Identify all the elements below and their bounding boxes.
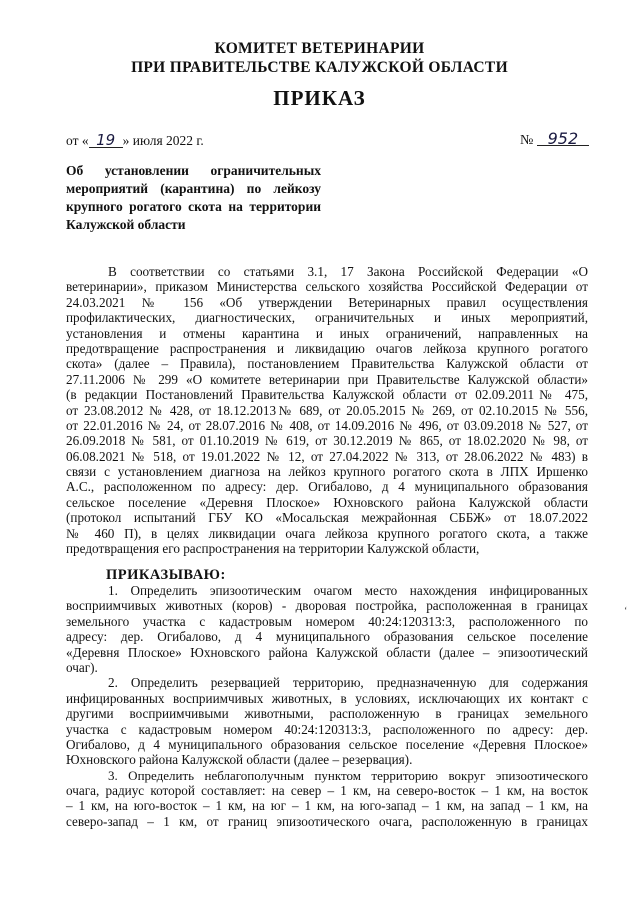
item-line: другими восприимчивыми животными, расположенную в границах земельного [66,706,588,722]
item-line: северо-запад – 1 км, от границ эпизоотического очага, расположенную в границах [66,813,588,829]
preamble-line: связи с установлением диагноза на лейкоз крупного рогатого скота в ЛПХ Иршенко [66,464,588,480]
item-line: земельного участка с кадастровым номером 40:24:120313:3, расположенного по [66,613,588,629]
order-directive-heading: ПРИКАЗЫВАЮ: [106,567,226,583]
preamble-line: от 22.01.2016 № 24, от 28.07.2016 № 408, от 14.09.2016 № 496, от 03.09.2018 № 527, от [66,417,588,433]
preamble-line: предотвращение распространения и ликвидацию очагов лейкоза крупного рогатого [66,340,588,356]
order-subject [66,162,321,234]
item-line: 1. Определить эпизоотическим очагом место нахождения инфицированных [108,583,588,598]
date-suffix: » июля 2022 г. [122,133,204,148]
document-type-title: ПРИКАЗ [273,86,366,110]
item-line: Юхновского района Калужской области (далее – резервация). [66,752,413,768]
order-date [66,133,204,149]
preamble-line: 24.03.2021 № 156 «Об утверждении Ветеринарных правил осуществления [66,294,588,310]
item-line: «Деревня Плоское» Юхновского района Калужской области (далее – эпизоотический [66,644,588,660]
org-name-line1: КОМИТЕТ ВЕТЕРИНАРИИ [214,40,425,57]
preamble-line: установления и отмены карантина и иных ограничений, направленных на [66,325,588,341]
preamble-line: 26.09.2018 № 581, от 01.10.2019 № 619, от 30.12.2019 № 865, от 18.02.2020 № 98, от [66,433,588,449]
item-line: Огибалово, д 4 муниципального образования сельское поселение «Деревня Плоское» [66,736,588,752]
item-line: – 1 км, на юго-восток – 1 км, на юг – 1 км, на юго-запад – 1 км, на запад – 1 км, на [66,798,588,814]
handwritten-day: 19 [89,134,123,148]
order-item-3 [66,768,588,830]
subject-line: крупного рогатого скота на территории [66,199,321,214]
item-line: 2. Определить резервацией территорию, предназначенную для содержания [108,675,588,691]
item-line: восприимчивых животных (коров) - дворовая постройка, расположенная в границах [66,598,588,614]
date-prefix: от « [66,133,89,148]
subject-line: мероприятий (карантина) по лейкозу [66,181,321,196]
org-name-line2: ПРИ ПРАВИТЕЛЬСТВЕ КАЛУЖСКОЙ ОБЛАСТИ [131,59,508,76]
item-line: инфицированных восприимчивых животных, в условиях, исключающих их контакт с [66,690,588,706]
preamble-line: А.С., расположенном по адресу: дер. Огибалово, д 4 муниципального образования [66,479,588,495]
preamble-line: скота» (далее – Правила), постановлением Правительства Калужской области от [66,356,588,372]
preamble-line: сельское поселение «Деревня Плоское» Юхновского района Калужской области [66,494,588,510]
item-line: 3. Определить неблагополучным пунктом территорию вокруг эпизоотического [108,767,588,783]
order-item-1 [66,583,588,675]
preamble-line: предотвращения его распространения на территории Калужской области, [66,541,480,557]
order-number [520,129,589,149]
item-line: очага, радиус которой составляет: на север – 1 км, на северо-восток – 1 км, на восток [66,783,588,799]
subject-line: Об установлении ограничительных [66,163,321,178]
preamble-line: от 23.08.2012 № 428, от 18.12.2013№ 689, от 20.05.2015 № 269, от 02.10.2015 № 556, [66,402,588,418]
preamble-line: В соответствии со статьями 3.1, 17 Закона Российской Федерации «О [108,264,588,279]
handwritten-number: 952 [537,132,589,146]
order-item-2 [66,675,588,767]
preamble-line: ветеринарии», приказом Министерства сельского хозяйства Российской Федерации от [66,279,588,295]
item-line: очаг). [66,659,98,675]
order-items [66,583,588,829]
preamble-line: профилактических, диагностических, ограничительных и иных мероприятий, [66,310,588,326]
number-label: № [520,133,534,148]
margin-mark: ‘ [624,606,628,617]
preamble-paragraph [66,264,588,556]
preamble-line: (протокол испытаний ГБУ КО «Мосальская межрайонная СББЖ» от 18.07.2022 [66,510,588,526]
preamble-line: № 460 П), в целях ликвидации очага лейкоза крупного рогатого скота, а также [66,525,588,541]
subject-line: Калужской области [66,217,186,232]
preamble-line: 27.11.2006 № 299 «О комитете ветеринарии при Правительстве Калужской области» [66,371,588,387]
preamble-line: (в редакции Постановлений Правительства Калужской области от 02.09.2011№ 475, [66,387,588,403]
item-line: участка с кадастровым номером 40:24:120313:3, расположенного по адресу: дер. [66,721,588,737]
item-line: адресу: дер. Огибалово, д 4 муниципального образования сельское поселение [66,629,588,645]
preamble-line: 06.08.2021 № 518, от 19.01.2022 № 12, от 27.04.2022 № 313, от 28.06.2022 № 483) в [66,448,588,464]
